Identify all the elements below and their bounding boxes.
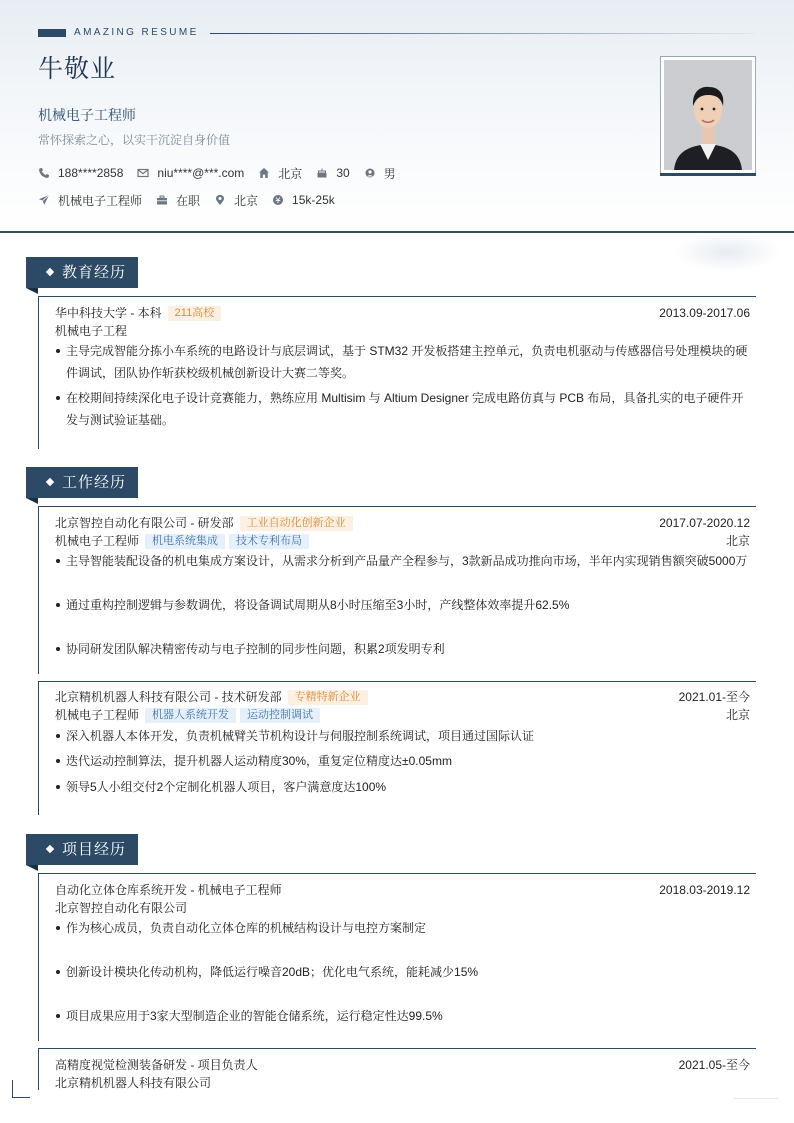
education-school: 华中科技大学 - 本科 — [55, 306, 162, 320]
phone-info — [38, 166, 123, 180]
gender-icon — [364, 167, 376, 179]
salary-text: 15k-25k — [292, 193, 335, 207]
intent-city-text: 北京 — [234, 193, 259, 208]
briefcase-icon — [156, 194, 168, 206]
location-pin-icon — [214, 194, 226, 206]
education-major-line — [55, 323, 750, 339]
work-role: 机械电子工程师 — [55, 708, 140, 722]
section-title-projects: 项目经历 — [26, 834, 138, 865]
work-skill-tag: 机器人系统开发 — [145, 708, 236, 723]
age-info — [316, 166, 349, 180]
work-role-line — [55, 533, 750, 549]
candidate-motto: 常怀探索之心，以实干沉淀自身价值 — [38, 133, 231, 147]
work-bullet: 主导智能装配设备的机电集成方案设计，从需求分析到产品量产全程参与，3款新品成功推向市场，半年内实现销售额突破5000万 — [55, 550, 750, 572]
project-bullet: 作为核心成员，负责自动化立体仓库的机械结构设计与电控方案制定 — [55, 917, 750, 939]
candidate-name: 牛敬业 — [38, 55, 117, 83]
work-company: 北京精机机器人科技有限公司 - 技术研发部 — [55, 690, 282, 704]
project-entry — [38, 873, 756, 1041]
home-icon — [258, 167, 270, 179]
project-bullet: 项目成果应用于3家大型制造企业的智能仓储系统，运行稳定性达99.5% — [55, 1005, 750, 1027]
tag-text: AMAZING RESUME — [74, 27, 199, 38]
intent-position-text: 机械电子工程师 — [58, 193, 143, 208]
work-bullet: 通过重构控制逻辑与参数调优，将设备调试周期从8小时压缩至3小时，产线整体效率提升62.5% — [55, 594, 750, 616]
salary-icon — [272, 194, 284, 206]
salary-info — [272, 193, 335, 207]
project-title: 高精度视觉检测装备研发 - 项目负责人 — [55, 1058, 258, 1072]
contact-info-row — [38, 165, 410, 181]
phone-text: 188****2858 — [58, 166, 124, 180]
work-bullet: 领导5人小组交付2个定制化机器人项目，客户满意度达100% — [55, 776, 750, 798]
work-skill-tag: 机电系统集成 — [145, 534, 225, 549]
profile-photo — [664, 60, 752, 170]
work-bullet: 迭代运动控制算法，提升机器人运动精度30%，重复定位精度达±0.05mm — [55, 750, 750, 772]
education-bullet: 在校期间持续深化电子设计竞赛能力，熟练应用 Multisim 与 Altium Designer 完成电路仿真与 PCB 布局，具备扎实的电子硬件开发与测试验证基础。 — [55, 387, 750, 431]
project-date: 2018.03-2019.12 — [659, 883, 750, 897]
work-header-line — [55, 515, 750, 531]
work-skill-tag: 技术专利布局 — [229, 534, 309, 549]
email-text: niu****@***.com — [157, 166, 245, 180]
tag-bar — [38, 29, 66, 37]
project-company: 北京智控自动化有限公司 — [55, 901, 188, 915]
education-date: 2013.09-2017.06 — [659, 306, 750, 320]
education-major: 机械电子工程 — [55, 324, 128, 338]
gender-info — [364, 165, 396, 182]
education-entry — [38, 296, 756, 449]
resume-header — [0, 0, 794, 233]
project-bullet: 创新设计模块化传动机构，降低运行噪音20dB；优化电气系统，能耗减少15% — [55, 961, 750, 983]
work-company: 北京智控自动化有限公司 - 研发部 — [55, 516, 234, 530]
work-city: 北京 — [725, 708, 750, 722]
project-date: 2021.05-至今 — [678, 1058, 750, 1072]
project-header-line — [55, 882, 750, 898]
work-city: 北京 — [725, 534, 750, 548]
work-header-line — [55, 689, 750, 705]
section-title-education: 教育经历 — [26, 257, 138, 288]
project-company-line — [55, 1075, 750, 1091]
work-bullet: 协同研发团队解决精密传动与电子控制的同步性问题，积累2项发明专利 — [55, 638, 750, 660]
tag-line — [210, 33, 754, 34]
header-tag-row — [38, 27, 754, 41]
work-date: 2021.01-至今 — [678, 690, 750, 704]
home-city-info — [258, 165, 302, 182]
send-icon — [38, 194, 50, 206]
education-badge: 211高校 — [168, 306, 222, 321]
section-title-work: 工作经历 — [26, 467, 138, 498]
gender-text: 男 — [383, 166, 396, 181]
project-header-line — [55, 1057, 750, 1073]
work-company-badge: 专精特新企业 — [288, 690, 368, 705]
header-glow — [672, 232, 782, 272]
work-role: 机械电子工程师 — [55, 534, 140, 548]
work-bullet: 深入机器人本体开发，负责机械臂关节机构设计与伺服控制系统调试，项目通过国际认证 — [55, 725, 750, 747]
email-info — [137, 166, 244, 180]
age-text: 30 — [336, 166, 350, 180]
intent-position-info — [38, 192, 142, 209]
page-corner-mark — [12, 1080, 30, 1098]
cake-icon — [316, 167, 328, 179]
project-company: 北京精机机器人科技有限公司 — [55, 1076, 212, 1090]
work-role-line — [55, 707, 750, 723]
project-company-line — [55, 900, 750, 916]
intent-city-info — [214, 192, 258, 209]
project-title: 自动化立体仓库系统开发 - 机械电子工程师 — [55, 883, 282, 897]
home-city-text: 北京 — [278, 166, 303, 181]
work-company-badge: 工业自动化创新企业 — [240, 516, 353, 531]
work-date: 2017.07-2020.12 — [659, 516, 750, 530]
profile-photo-frame — [660, 56, 756, 174]
work-entry — [38, 506, 756, 674]
mail-icon — [137, 167, 149, 179]
candidate-job-title: 机械电子工程师 — [38, 107, 136, 123]
employment-status-text: 在职 — [176, 193, 201, 208]
education-bullet: 主导完成智能分拣小车系统的电路设计与底层调试，基于 STM32 开发板搭建主控单元，负责电机驱动与传感器信号处理模块的硬件调试，团队协作斩获校级机械创新设计大赛二等奖。 — [55, 340, 750, 384]
job-intent-row — [38, 192, 349, 208]
work-entry — [38, 681, 756, 815]
page-footer-line — [734, 1098, 778, 1099]
work-skill-tag: 运动控制调试 — [240, 708, 320, 723]
education-header-line — [55, 305, 750, 321]
employment-status-info — [156, 192, 200, 209]
phone-icon — [38, 167, 50, 179]
project-entry — [38, 1048, 756, 1090]
